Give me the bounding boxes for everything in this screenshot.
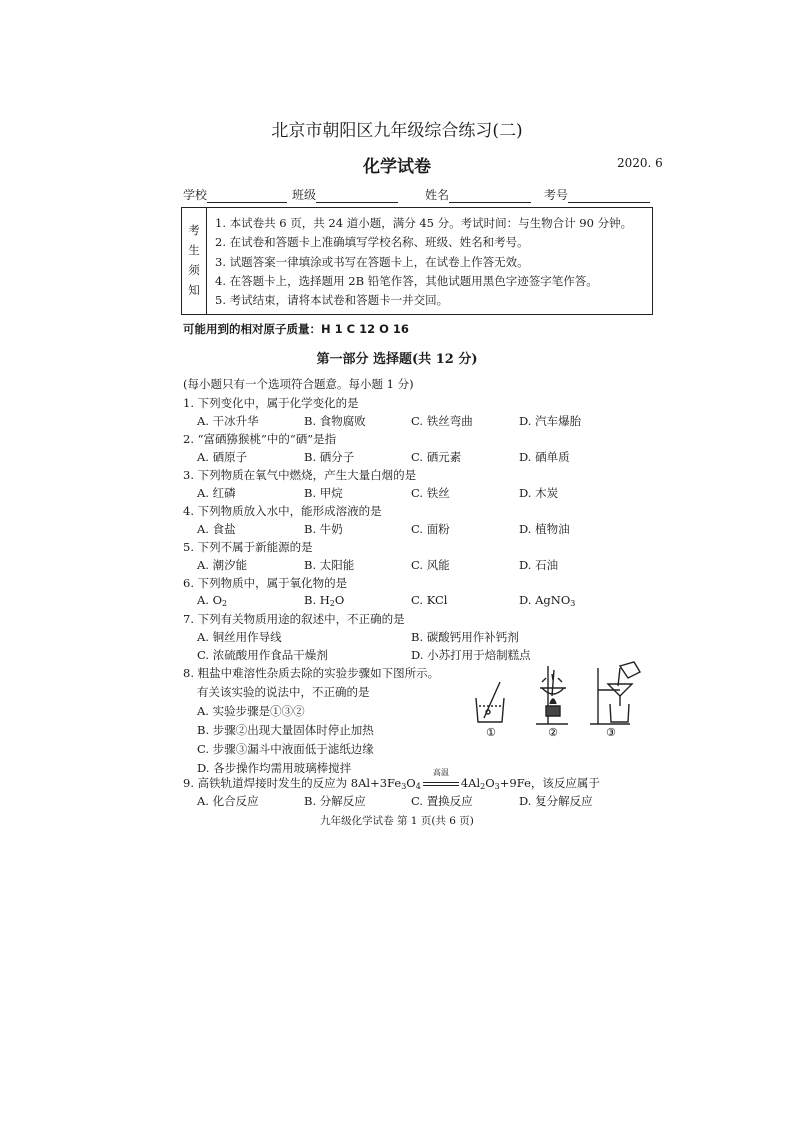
notice-item: 5. 考试结束，请将本试卷和答题卡一并交回。 [215, 293, 449, 308]
question-4-option-a: A. 食盐 [197, 522, 236, 536]
notice-item: 1. 本试卷共 6 页，共 24 道小题，满分 45 分。考试时间：与生物合计 90 分钟。 [215, 216, 633, 230]
figure-label-1: ① [486, 726, 496, 739]
class-blank [316, 190, 398, 203]
section-title: 第一部分 选择题(共 12 分) [316, 352, 478, 367]
question-2-option-c: C. 硒元素 [411, 450, 462, 464]
notice-label [182, 208, 207, 314]
atomic-masses: 可能用到的相对原子质量：H 1 C 12 O 16 [183, 322, 409, 336]
subscript: 2 [480, 782, 486, 791]
notice-item: 3. 试题答案一律填涂或书写在答题卡上，在试卷上作答无效。 [215, 254, 529, 269]
instruction: (每小题只有一个选项符合题意。每小题 1 分) [183, 377, 414, 391]
question-5-option-b: B. 太阳能 [304, 558, 355, 572]
formula-fe3o4-o: O [406, 776, 416, 790]
class-label: 班级 [292, 188, 317, 202]
question-7-option-a: A. 铜丝用作导线 [197, 630, 282, 644]
question-9-option-b: B. 分解反应 [304, 794, 366, 808]
question-8-option-d: D. 各步操作均需用玻璃棒搅拌 [197, 761, 352, 775]
question-9-option-a: A. 化合反应 [197, 794, 259, 808]
reaction-condition: 高温 [432, 768, 449, 777]
exam-number-field [544, 186, 650, 203]
question-6-option-c: C. KCl [411, 593, 448, 607]
notice-item: 2. 在试卷和答题卡上准确填写学校名称、班级、姓名和考号。 [215, 235, 529, 250]
formula-o2-base: A. O [197, 593, 223, 607]
question-2-option-b: B. 硒分子 [304, 450, 355, 464]
question-1-option-a: A. 干冰升华 [197, 414, 259, 428]
question-2-stem: 2. “富硒猕猴桃”中的“硒”是指 [183, 432, 337, 446]
question-8-option-a: A. 实验步骤是①③② [197, 704, 305, 718]
exam-number-blank [568, 190, 650, 203]
question-6-stem: 6. 下列物质中，属于氧化物的是 [183, 576, 348, 590]
formula-h2o-base: B. H [304, 593, 330, 607]
question-1-stem: 1. 下列变化中，属于化学变化的是 [183, 396, 359, 410]
question-5-option-c: C. 风能 [411, 558, 450, 572]
question-8-option-c: C. 步骤③漏斗中液面低于滤纸边缘 [197, 742, 374, 756]
question-4-option-d: D. 植物油 [519, 522, 570, 536]
subscript: 3 [570, 599, 576, 608]
formula-al2o3-o: O [485, 776, 495, 790]
dissolving-beaker-icon [476, 682, 504, 722]
notice-box [181, 207, 653, 315]
question-6-option-a [197, 593, 227, 608]
notice-item: 4. 在答题卡上，选择题用 2B 铅笔作答，其他试题用黑色字迹签字笔作答。 [215, 273, 598, 288]
page-title: 北京市朝阳区九年级综合练习(二) [271, 121, 523, 141]
question-9-stem-text: 9. 高铁轨道焊接时发生的反应为 8Al+3Fe [183, 776, 402, 790]
exam-date: 2020. 6 [617, 156, 663, 170]
name-field [425, 186, 531, 203]
figure-label-3: ③ [606, 726, 616, 739]
notice-label-char: 考 [188, 223, 200, 237]
filtration-stand-icon [590, 662, 640, 724]
question-3-stem: 3. 下列物质在氧气中燃烧，产生大量白烟的是 [183, 468, 417, 482]
question-9-stem-tail: ，该反应属于 [530, 776, 600, 790]
question-3-option-d: D. 木炭 [519, 486, 559, 500]
question-9-option-d: D. 复分解反应 [519, 794, 593, 808]
subscript: 3 [401, 782, 407, 791]
evaporation-stand-icon [536, 666, 568, 724]
question-2-option-a: A. 硒原子 [197, 450, 248, 464]
subscript: 3 [494, 782, 500, 791]
question-6-option-d [519, 593, 575, 608]
question-7-option-c: C. 浓硫酸用作食品干燥剂 [197, 648, 328, 662]
notice-label-char: 生 [188, 243, 200, 257]
formula-agno3-base: D. AgNO [519, 593, 571, 607]
subscript: 2 [329, 599, 335, 608]
school-blank [207, 190, 287, 203]
equals-sign [423, 782, 459, 786]
question-7-option-b: B. 碳酸钙用作补钙剂 [411, 630, 519, 644]
figure-label-2: ② [548, 726, 558, 739]
subscript: 4 [415, 782, 421, 791]
reaction-arrow [421, 768, 461, 790]
school-label: 学校 [183, 188, 208, 202]
question-6-option-b [304, 593, 344, 608]
name-label: 姓名 [425, 188, 450, 202]
class-field [292, 186, 398, 203]
question-3-option-a: A. 红磷 [197, 486, 236, 500]
question-4-option-b: B. 牛奶 [304, 522, 343, 536]
notice-list [215, 214, 632, 310]
question-3-option-b: B. 甲烷 [304, 486, 343, 500]
question-5-option-a: A. 潮汐能 [197, 558, 248, 572]
question-1-option-c: C. 铁丝弯曲 [411, 414, 473, 428]
formula-al2o3-al: 4Al [460, 776, 481, 790]
question-5-option-d: D. 石油 [519, 558, 559, 572]
question-3-option-c: C. 铁丝 [411, 486, 450, 500]
notice-label-char: 须 [188, 263, 200, 277]
question-8-option-b: B. 步骤②出现大量固体时停止加热 [197, 723, 374, 737]
question-8-stem-2: 有关该实验的说法中，不正确的是 [197, 685, 370, 699]
exam-number-label: 考号 [544, 188, 569, 202]
question-7-stem: 7. 下列有关物质用途的叙述中，不正确的是 [183, 612, 405, 626]
school-field [183, 186, 287, 203]
question-9-option-c: C. 置换反应 [411, 794, 473, 808]
name-blank [449, 190, 531, 203]
question-7-option-d: D. 小苏打用于焙制糕点 [411, 648, 531, 662]
question-5-stem: 5. 下列不属于新能源的是 [183, 540, 313, 554]
formula-h2o-o: O [334, 593, 345, 607]
page-footer: 九年级化学试卷 第 1 页(共 6 页) [320, 815, 474, 827]
question-8-stem: 8. 粗盐中难溶性杂质去除的实验步骤如下图所示。 [183, 666, 440, 680]
notice-label-char: 知 [188, 283, 200, 297]
salt-purification-figure [470, 660, 650, 742]
question-4-option-c: C. 面粉 [411, 522, 450, 536]
question-2-option-d: D. 硒单质 [519, 450, 570, 464]
question-1-option-b: B. 食物腐败 [304, 414, 366, 428]
formula-fe-tail: +9Fe [499, 776, 531, 790]
exam-subject: 化学试卷 [363, 157, 431, 177]
subscript: 2 [222, 599, 228, 608]
question-1-option-d: D. 汽车爆胎 [519, 414, 582, 428]
question-4-stem: 4. 下列物质放入水中，能形成溶液的是 [183, 504, 382, 518]
